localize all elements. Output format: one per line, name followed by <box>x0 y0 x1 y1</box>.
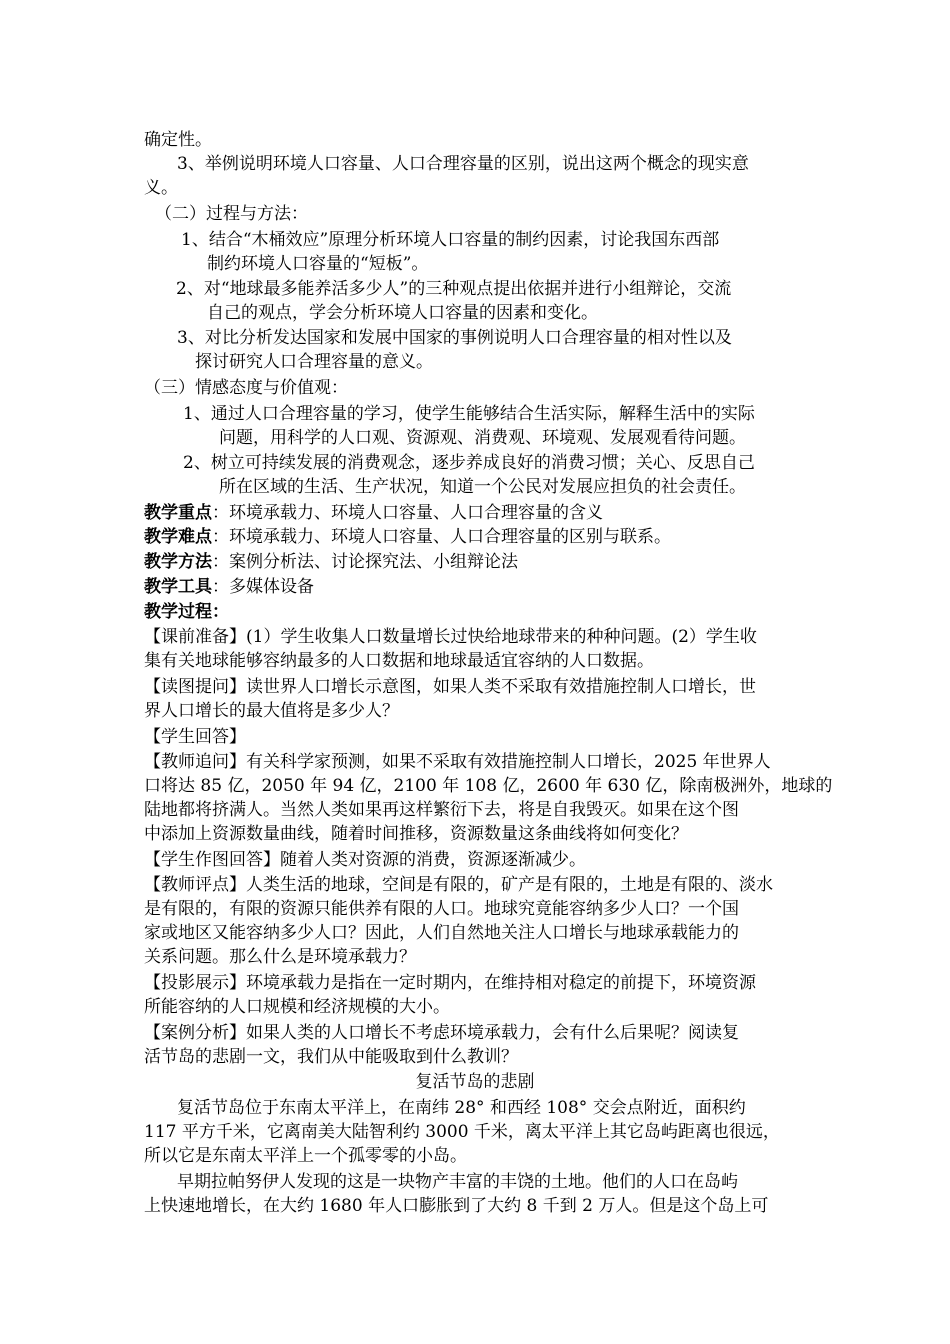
methods-line <box>144 550 518 574</box>
read-chart-line-b: 界人口增长的最大值将是多少人？ <box>144 701 399 721</box>
story-p1-line-b: 117 平方千米，它离南美大陆智利约 3000 千米，离太平洋上其它岛屿距离也很远， <box>144 1122 780 1142</box>
story-p1-line-c: 所以它是东南太平洋上一个孤零零的小岛。 <box>144 1146 467 1166</box>
story-p2-line-a: 早期拉帕努伊人发现的这是一块物产丰富的丰饶的土地。他们的人口在岛屿 <box>177 1172 738 1192</box>
projection-line-b: 所能容纳的人口规模和经济规模的大小。 <box>144 997 450 1017</box>
process-item-1-line-a: 1、结合“木桶效应”原理分析环境人口容量的制约因素，讨论我国东西部 <box>181 230 720 250</box>
student-drawing-line: 【学生作图回答】随着人类对资源的消费，资源逐渐减少。 <box>144 850 586 870</box>
process-item-2-line-a: 2、对“地球最多能养活多少人”的三种观点提出依据并进行小组辩论，交流 <box>176 279 732 299</box>
emotion-item-2-line-a: 2、树立可持续发展的消费观念，逐步养成良好的消费习惯；关心、反思自己 <box>183 453 755 473</box>
process-item-2-line-b: 自己的观点，学会分析环境人口容量的因素和变化。 <box>207 303 598 323</box>
prep-line-a: 【课前准备】(1）学生收集人口数量增长过快给地球带来的种种问题。(2）学生收 <box>144 627 757 647</box>
story-title: 复活节岛的悲剧 <box>415 1072 535 1092</box>
key-points-text: ：环境承载力、环境人口容量、人口合理容量的含义 <box>212 503 603 523</box>
projection-line-a: 【投影展示】环境承载力是指在一定时期内，在维持相对稳定的前提下，环境资源 <box>144 973 756 993</box>
follow-up-line-c: 陆地都将挤满人。当然人类如果再这样繁衍下去，将是自我毁灭。如果在这个图 <box>144 800 739 820</box>
student-answer-line: 【学生回答】 <box>144 727 246 747</box>
follow-up-line-d: 中添加上资源数量曲线，随着时间推移，资源数量这条曲线将如何变化？ <box>144 824 688 844</box>
difficulties-label: 教学难点 <box>144 527 212 547</box>
key-points-label: 教学重点 <box>144 503 212 523</box>
read-chart-line-a: 【读图提问】读世界人口增长示意图，如果人类不采取有效措施控制人口增长，世 <box>144 677 756 697</box>
prep-line-b: 集有关地球能够容纳最多的人口数据和地球最适宜容纳的人口数据。 <box>144 651 654 671</box>
follow-up-line-a: 【教师追问】有关科学家预测，如果不采取有效措施控制人口增长，2025 年世界人 <box>144 752 771 772</box>
case-analysis-line-a: 【案例分析】如果人类的人口增长不考虑环境承载力，会有什么后果呢？阅读复 <box>144 1023 739 1043</box>
methods-text: ：案例分析法、讨论探究法、小组辩论法 <box>212 552 518 572</box>
tools-line <box>144 575 314 599</box>
story-p1-line-a: 复活节岛位于东南太平洋上，在南纬 28° 和西经 108° 交会点附近，面积约 <box>177 1098 746 1118</box>
process-methods-heading: （二）过程与方法： <box>155 204 308 224</box>
emotion-values-heading: （三）情感态度与价值观： <box>144 378 348 398</box>
emotion-item-1-line-a: 1、通过人口合理容量的学习，使学生能够结合生活实际，解释生活中的实际 <box>183 404 755 424</box>
teacher-comment-line-d: 关系问题。那么什么是环境承载力？ <box>144 947 416 967</box>
emotion-item-1-line-b: 问题，用科学的人口观、资源观、消费观、环境观、发展观看待问题。 <box>219 428 746 448</box>
key-points-line <box>144 501 603 525</box>
objectives-line-1: 确定性。 <box>144 130 212 150</box>
follow-up-line-b: 口将达 85 亿，2050 年 94 亿，2100 年 108 亿，2600 年 630 亿，除南极洲外，地球的 <box>144 776 833 796</box>
case-analysis-line-b: 活节岛的悲剧一文，我们从中能吸取到什么教训？ <box>144 1047 518 1067</box>
objective-3-line-a: 3、举例说明环境人口容量、人口合理容量的区别，说出这两个概念的现实意 <box>177 154 749 174</box>
tools-text: ：多媒体设备 <box>212 577 314 597</box>
tools-label: 教学工具 <box>144 577 212 597</box>
methods-label: 教学方法 <box>144 552 212 572</box>
teacher-comment-line-a: 【教师评点】人类生活的地球，空间是有限的，矿产是有限的，土地是有限的、淡水 <box>144 875 773 895</box>
process-item-3-line-b: 探讨研究人口合理容量的意义。 <box>195 352 433 372</box>
teacher-comment-line-b: 是有限的，有限的资源只能供养有限的人口。地球究竟能容纳多少人口？一个国 <box>144 899 739 919</box>
emotion-item-2-line-b: 所在区域的生活、生产状况，知道一个公民对发展应担负的社会责任。 <box>219 477 746 497</box>
objective-3-line-b: 义。 <box>144 178 178 198</box>
story-p2-line-b: 上快速地增长，在大约 1680 年人口膨胀到了大约 8 千到 2 万人。但是这个岛上可 <box>144 1196 769 1216</box>
process-item-3-line-a: 3、对比分析发达国家和发展中国家的事例说明人口合理容量的相对性以及 <box>177 328 732 348</box>
process-heading: 教学过程： <box>144 602 229 622</box>
difficulties-text: ：环境承载力、环境人口容量、人口合理容量的区别与联系。 <box>212 527 671 547</box>
teacher-comment-line-c: 家或地区又能容纳多少人口？因此，人们自然地关注人口增长与地球承载能力的 <box>144 923 739 943</box>
process-item-1-line-b: 制约环境人口容量的“短板”。 <box>207 254 429 274</box>
difficulties-line <box>144 525 671 549</box>
